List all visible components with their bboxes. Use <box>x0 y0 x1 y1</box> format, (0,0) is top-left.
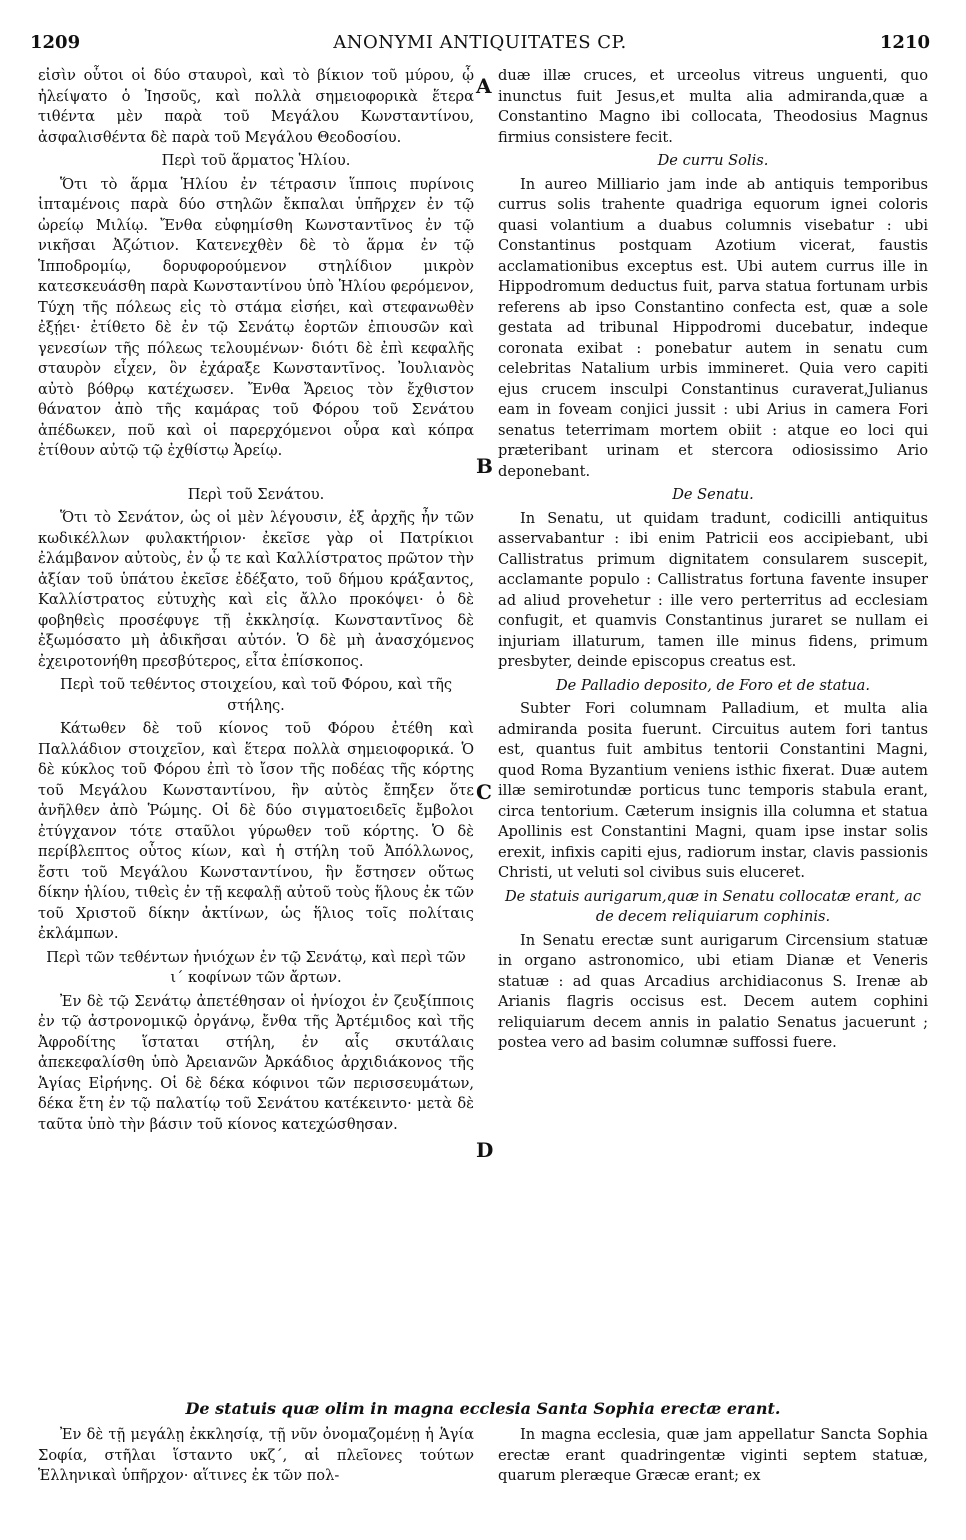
greek-heading: Περὶ τοῦ ἅρματος Ἡλίου. <box>161 152 351 169</box>
greek-bottom-block <box>38 1425 474 1487</box>
greek-paragraph: Ὅτι τὸ Σενάτον, ὡς οἱ μὲν λέγουσιν, ἐξ ἀρχῆς ἦν τῶν κωδικέλλων φυλακτήριον· ἐκεῖσε γὰρ οἱ Πατρίκιοι ἐλάμβανον αὐτοὺς, ἐν ᾧ τε καὶ Καλλίστρατος πρῶτον τὴν ἀξίαν τοῦ ὑπάτου ἐκεῖσε ἐδέξατο, τοῦ δήμου κράξαντος, Καλλίστρατος εὐτυχὴς καὶ εἰς ἄλλο προκόψει· ὁ δὲ φοβηθεὶς προσέφυγε τῇ ἐκκλησίᾳ. Κωνσταντῖνος δὲ ἐξωμόσατο μὴ ἀδικῆσαι αὐτόν. Ὁ δὲ μὴ ἀνασχόμενος ἐχειροτονήθη πρεσβύτερος, εἶτα ἐπίσκοπος. <box>38 509 474 670</box>
latin-heading: De curru Solis. <box>657 152 769 169</box>
latin-paragraph: In Senatu, ut quidam tradunt, codicilli antiquitus asservabantur : ibi enim Patricii eos accipiebant, ubi Callistratus primum dignitatem consularem suscepit, acclamante populo : Callistratus fortuna favente insuper ad aliud provehetur : ille vero perterritus ad ecclesiam confugit, et quamvis Constantinus juraret se nullam ei injuriam illaturum, tamen ille minus fidens, primum presbyter, deinde episcopus creatus est. <box>498 509 928 670</box>
latin-paragraph: In Senatu erectæ sunt aurigarum Circensium statuæ in organo astronomico, ubi etiam Dianæ et Veneris statuæ : ad quas Arcadius archidiaconus S. Irenæ ab Arianis flagris occisus est. Decem autem cophini reliquiarum decem annis in palatio Senatus jacuerunt ; postea vero ad basim columnæ suffossi fuere. <box>498 931 928 1051</box>
latin-paragraph: In aureo Milliario jam inde ab antiquis temporibus currus solis trahente quadriga equorum ignei coloris quasi volantium a duabus columnis visebatur : ubi Constantinus postquam Azotium vicerat, faustis acclamationibus exceptus est. Ubi autem currus ille in Hippodromum deductus fuit, parva statua fortunam urbis referens ab ipso Constantino confecta est, quæ a sole gestata ad tribunal Hippodromi ducebatur, indeque coronata exibat : ponebatur autem in senatu cum celebritas Natalium urbis immineret. Quia vero capiti ejus crucem insculpi Constantinus curaverat,Julianus eam in foveam conjici jussit : ubi Arius in camera Fori senatus teterrimam mortem obiit : atque eo loci qui præteribant urinam et stercora odiosissimo Ario deponebant. <box>498 175 928 480</box>
greek-heading: Περὶ τῶν τεθέντων ἡνιόχων ἐν τῷ Σενάτῳ, καὶ περὶ τῶν ι΄ κοφίνων τῶν ἄρτων. <box>46 948 466 986</box>
section-heading: De statuis quæ olim in magna ecclesia Santa Sophia erectæ erant. <box>185 1399 781 1418</box>
greek-heading: Περὶ τοῦ Σενάτου. <box>187 485 325 503</box>
margin-marker-a: A <box>476 74 492 98</box>
greek-paragraph: Ἐν δὲ τῇ μεγάλῃ ἐκκλησίᾳ, τῇ νῦν ὀνομαζομένῃ ἡ Ἁγία Σοφία, στῆλαι ἵσταντο υκζ΄, αἱ πλεῖονες τούτων Ἑλληνικαὶ ὑπῆρχον· αἵτινες ἐκ τῶν πολ- <box>38 1426 474 1484</box>
latin-heading: De Palladio deposito, de Foro et de statua. <box>555 676 871 694</box>
margin-marker-d: D <box>476 1138 494 1162</box>
latin-bottom-block <box>498 1425 928 1487</box>
latin-paragraph: In magna ecclesia, quæ jam appellatur Sancta Sophia erectæ erant quadringentæ viginti septem statuæ, quarum pleræque Græcæ erant; ex <box>498 1426 928 1484</box>
greek-paragraph: Κάτωθεν δὲ τοῦ κίονος τοῦ Φόρου ἐτέθη καὶ Παλλάδιον στοιχεῖον, καὶ ἕτερα πολλὰ σημειοφορικά. Ὁ δὲ κύκλος τοῦ Φόρου ἐπὶ τὸ ἴσον τῆς ποδέας τῆς κόρτης τοῦ Μεγάλου Κωνσταντίνου, ἣν αὐτὸς ἔπηξεν ὅτε ἀνῆλθεν ἀπὸ Ῥώμης. Οἱ δὲ δύο σιγματοειδεῖς ἔμβολοι ἐτύγχανον τότε σταῦλοι γύρωθεν τοῦ κόρτης. Ὁ δὲ περίβλεπτος οὗτος κίων, καὶ ἡ στήλη τοῦ Ἀπόλλωνος, ἔστι τοῦ Μεγάλου Κωνσταντίνου, ἣν ἔστησεν οὕτως δίκην ἡλίου, τιθεὶς ἐν τῇ κεφαλῇ αὐτοῦ τοὺς ἥλους ἐκ τῶν τοῦ Χριστοῦ δίκην ἀκτίνων, ὡς ἥλιος τοῖς πολίταις ἐκλάμπων. <box>38 720 474 942</box>
greek-paragraph: Ἐν δὲ τῷ Σενάτῳ ἀπετέθησαν οἱ ἡνίοχοι ἐν ζευξίπποις ἐν τῷ ἀστρονομικῷ ὀργάνῳ, ἔνθα τῆς Ἀρτέμιδος καὶ τῆς Ἀφροδίτης ἵσταται στήλη, ἐν αἷς σκυτάλαις ἀπεκεφαλίσθη ὑπὸ Ἀρειανῶν Ἀρκάδιος ἀρχιδιάκονος τῆς Ἁγίας Εἰρήνης. Οἱ δὲ δέκα κόφινοι τῶν περισσευμάτων, δέκα ἔτη ἐν τῷ παλατίῳ τοῦ Σενάτου κατέκειντο· μετὰ δὲ ταῦτα ὑπὸ τὴν βάσιν τοῦ κίονος κατεχώσθησαν. <box>38 992 474 1133</box>
greek-column <box>38 66 474 1135</box>
latin-paragraph: duæ illæ cruces, et urceolus vitreus unguenti, quo inunctus fuit Jesus,et multa alia admiranda,quæ a Constantino Magno ibi collocata, Theodosius Magnus firmius consistere fecit. <box>498 67 928 146</box>
page-number-left: 1209 <box>30 32 81 53</box>
page-header <box>30 32 930 56</box>
running-title: ANONYMI ANTIQUITATES CP. <box>333 32 627 53</box>
greek-heading: Περὶ τοῦ τεθέντος στοιχείου, καὶ τοῦ Φόρου, καὶ τῆς στήλης. <box>59 676 453 714</box>
margin-marker-c: C <box>476 780 492 804</box>
greek-paragraph: εἰσὶν οὗτοι οἱ δύο σταυροὶ, καὶ τὸ βίκιον τοῦ μύρου, ᾧ ἠλείψατο ὁ Ἰησοῦς, καὶ πολλὰ σημειοφορικὰ ἕτερα τιθέντα μὲν παρὰ τοῦ Μεγάλου Κωνσταντίνου, ἀσφαλισθέντα δὲ παρὰ τοῦ Μεγάλου Θεοδοσίου. <box>38 67 474 146</box>
margin-marker-b: B <box>476 454 493 478</box>
latin-column <box>498 66 928 1054</box>
page-number-right: 1210 <box>879 32 930 53</box>
greek-paragraph: Ὅτι τὸ ἅρμα Ἡλίου ἐν τέτρασιν ἵπποις πυρίνοις ἱπταμένοις παρὰ δύο στηλῶν ἔκπαλαι ὑπῆρχεν ἐν τῷ ὠρείῳ Μιλίῳ. Ἔνθα εὐφημίσθη Κωνσταντῖνος ἐν τῷ νικῆσαι Ἀζώτιον. Κατενεχθὲν δὲ τὸ ἅρμα ἐν τῷ Ἱπποδρομίῳ, δορυφορούμενον στηλίδιον μικρὸν κατεσκευάσθη παρὰ Κωνσταντίνου ὑπὸ Ἡλίου φερόμενον, Τύχη τῆς πόλεως εἰς τὸ στάμα εἰσήει, καὶ στεφανωθὲν ἐξῄει· ἐτίθετο δὲ ἐν τῷ Σενάτῳ ἑορτῶν ἐπιουσῶν καὶ γενεσίων τῆς πόλεως τελουμένων· διότι δὲ ἐπὶ κεφαλῆς σταυρὸν εἶχεν, ὃν ἐχάραξε Κωνσταντῖνος. Ἰουλιανὸς αὐτὸ βόθρῳ κατέχωσεν. Ἔνθα Ἄρειος τὸν ἔχθιστον θάνατον ἀπὸ τῆς καμάρας τοῦ Φόρου τοῦ Σενάτου ἀπέδωκεν, ποῦ καὶ οἱ παρερχόμενοι οὖρα καὶ κόπρα ἐτίθουν αὐτῷ τῷ ἐχθίστῳ Ἀρείῳ. <box>38 175 474 459</box>
latin-heading: De statuis aurigarum,quæ in Senatu collocatæ erant, ac de decem reliquiarum cophinis. <box>504 887 922 925</box>
latin-paragraph: Subter Fori columnam Palladium, et multa alia admiranda posita fuerunt. Circuitus autem fori tantus est, quantus fuit ambitus tentorii Constantini Magni, quod Roma Byzantium veniens isthic fixerat. Duæ autem illæ semirotundæ porticus tunc temporis stabula erant, circa tentorium. Cæterum insignis illa columna et statua Apollinis est Constantini Magni, quam ipse instar solis erexit, infixis capiti ejus, radiorum instar, clavis passionis Christi, ut veluti sol civibus suis eluceret. <box>498 700 928 881</box>
latin-heading: De Senatu. <box>672 486 754 503</box>
